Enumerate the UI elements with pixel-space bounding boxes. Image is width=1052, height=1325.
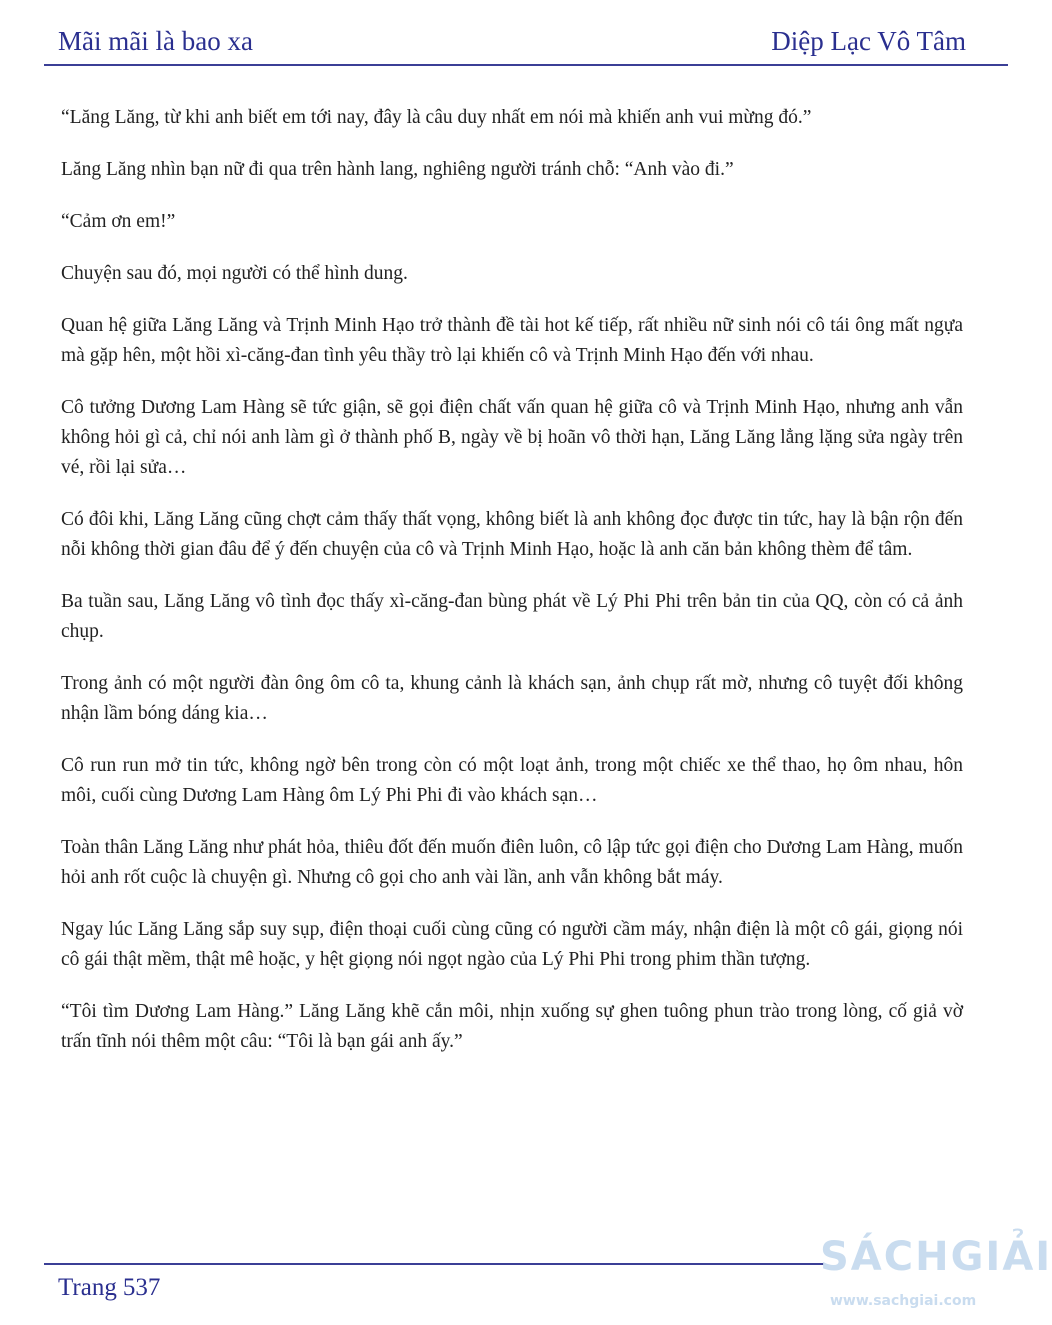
paragraph: Cô tưởng Dương Lam Hàng sẽ tức giận, sẽ gọi điện chất vấn quan hệ giữa cô và Trịnh Minh Hạo, nhưng anh vẫn không hỏi gì cả, chỉ nói anh làm gì ở thành phố B, ngày về bị hoãn vô thời hạn, Lăng Lăng lẳng lặng sửa ngày trên vé, rồi lại sửa… — [61, 397, 963, 478]
paragraph: Ngay lúc Lăng Lăng sắp suy sụp, điện thoại cuối cùng cũng có người cầm máy, nhận điện là một cô gái, giọng nói cô gái thật mềm, thật mê hoặc, y hệt giọng nói ngọt ngào của Lý Phi Phi trong phim thần tượng. — [61, 919, 963, 970]
watermark-url: www.sachgiai.com — [830, 1293, 977, 1309]
paragraph: Cô run run mở tin tức, không ngờ bên trong còn có một loạt ảnh, trong một chiếc xe thể thao, họ ôm nhau, hôn môi, cuối cùng Dương Lam Hàng ôm Lý Phi Phi đi vào khách sạn… — [61, 755, 963, 806]
paragraph: “Cảm ơn em!” — [61, 211, 176, 232]
book-title: Mãi mãi là bao xa — [58, 26, 253, 56]
page-header — [58, 26, 966, 62]
paragraph: Ba tuần sau, Lăng Lăng vô tình đọc thấy xì-căng-đan bùng phát về Lý Phi Phi trên bản tin của QQ, còn có cả ảnh chụp. — [61, 591, 963, 642]
paragraph: Quan hệ giữa Lăng Lăng và Trịnh Minh Hạo trở thành đề tài hot kế tiếp, rất nhiều nữ sinh nói cô tái ông mất ngựa mà gặp hên, một hồi xì-căng-đan tình yêu thầy trò lại khiến cô và Trịnh Minh Hạo đến với nhau. — [61, 315, 963, 366]
paragraph: Chuyện sau đó, mọi người có thể hình dung. — [61, 263, 408, 284]
footer-divider — [44, 1263, 824, 1265]
page-label: Trang — [58, 1274, 117, 1301]
paragraph: Lăng Lăng nhìn bạn nữ đi qua trên hành lang, nghiêng người tránh chỗ: “Anh vào đi.” — [61, 159, 734, 180]
watermark-logo — [820, 1234, 1052, 1324]
paragraph: Trong ảnh có một người đàn ông ôm cô ta, khung cảnh là khách sạn, ảnh chụp rất mờ, nhưng cô tuyệt đối không nhận lầm bóng dáng kia… — [61, 673, 963, 724]
page-body — [61, 103, 963, 1079]
page-number — [58, 1274, 160, 1302]
author-name: Diệp Lạc Vô Tâm — [771, 26, 966, 56]
paragraph: Toàn thân Lăng Lăng như phát hỏa, thiêu đốt đến muốn điên luôn, cô lập tức gọi điện cho Dương Lam Hàng, muốn hỏi anh rốt cuộc là chuyện gì. Nhưng cô gọi cho anh vài lần, anh vẫn không bắt máy. — [61, 837, 963, 888]
watermark-logo-text: SÁCHGIẢI — [820, 1234, 1052, 1280]
paragraph: “Tôi tìm Dương Lam Hàng.” Lăng Lăng khẽ cắn môi, nhịn xuống sự ghen tuông phun trào trong lòng, cố giả vờ trấn tĩnh nói thêm một câu: “Tôi là bạn gái anh ấy.” — [61, 1001, 963, 1052]
header-divider — [44, 64, 1008, 66]
page-number-value: 537 — [122, 1274, 161, 1301]
paragraph: “Lăng Lăng, từ khi anh biết em tới nay, đây là câu duy nhất em nói mà khiến anh vui mừng đó.” — [61, 107, 812, 128]
paragraph: Có đôi khi, Lăng Lăng cũng chợt cảm thấy thất vọng, không biết là anh không đọc được tin tức, hay là bận rộn đến nỗi không thời gian đâu để ý đến chuyện của cô và Trịnh Minh Hạo, hoặc là anh căn bản không thèm để tâm. — [61, 509, 963, 560]
